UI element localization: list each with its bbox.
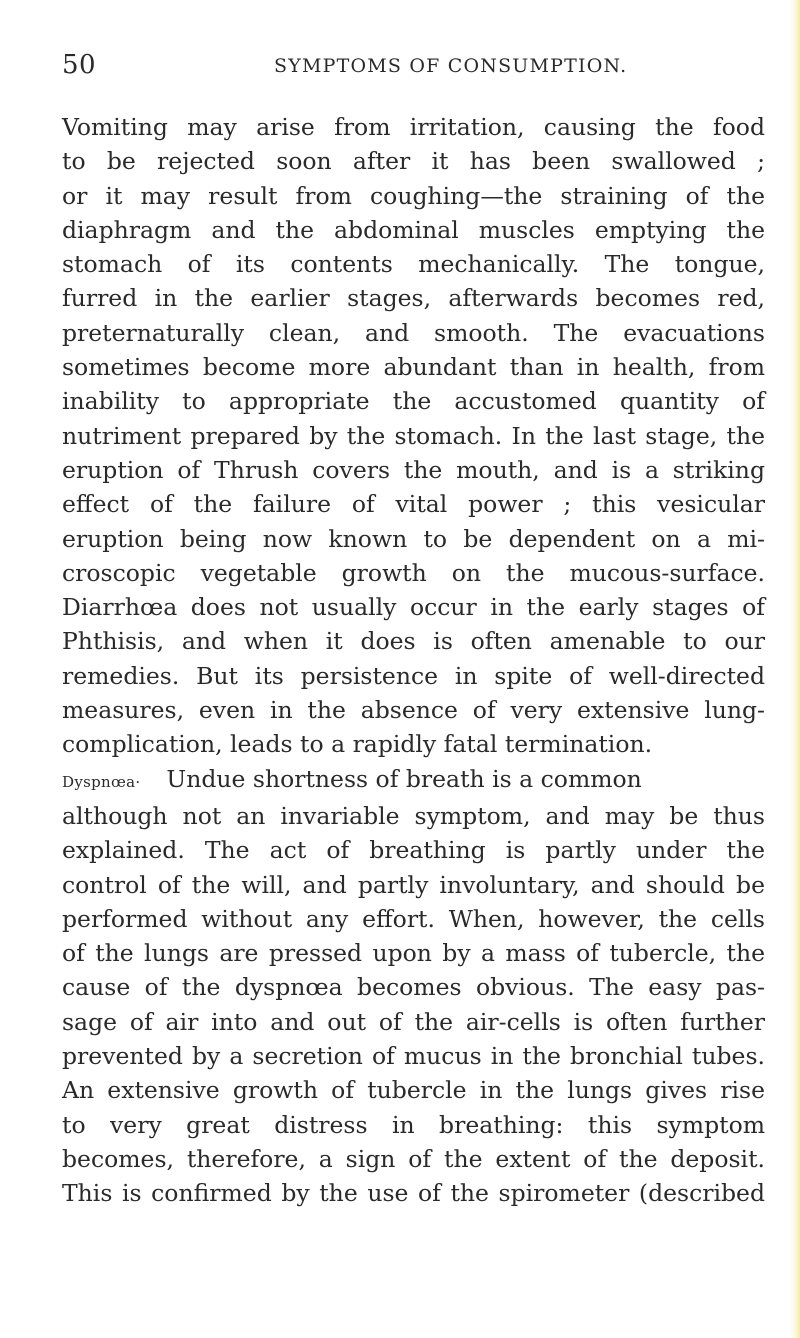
- text-line: control of the will, and partly involuntary, and should be: [62, 870, 765, 899]
- text-line: sometimes become more abundant than in health, from: [62, 353, 765, 382]
- text-line: Diarrhœa does not usually occur in the early stages of: [62, 593, 765, 622]
- running-head: [62, 50, 762, 84]
- text-line: diaphragm and the abdominal muscles emptying the: [62, 215, 765, 244]
- text-line: sage of air into and out of the air-cells is often further: [62, 1007, 765, 1036]
- text-line: eruption of Thrush covers the mouth, and is a striking: [62, 455, 765, 484]
- text-line: preternaturally clean, and smooth. The evacuations: [62, 318, 765, 347]
- text-line: to be rejected soon after it has been swallowed ;: [62, 147, 765, 176]
- text-line: croscopic vegetable growth on the mucous-surface.: [62, 558, 765, 587]
- text-line: stomach of its contents mechanically. The tongue,: [62, 250, 765, 279]
- text-line: becomes, therefore, a sign of the extent of the deposit.: [62, 1144, 765, 1173]
- text-line: furred in the earlier stages, afterwards becomes red,: [62, 284, 765, 313]
- text-line: or it may result from coughing—the straining of the: [62, 181, 765, 210]
- text-line: Vomiting may arise from irritation, causing the food: [62, 113, 765, 141]
- page-edge-discoloration: [790, 0, 800, 1338]
- text-line: complication, leads to a rapidly fatal termination.: [62, 730, 653, 759]
- dyspnoea-paragraph-start: [62, 762, 765, 799]
- page-number: 50: [62, 50, 97, 80]
- text-line: prevented by a secretion of mucus in the bronchial tubes.: [62, 1042, 765, 1071]
- text-line: although not an invariable symptom, and may be thus: [62, 801, 765, 830]
- running-title: SYMPTOMS OF CONSUMPTION.: [274, 55, 628, 77]
- text-line: performed without any effort. When, however, the cells: [62, 904, 765, 933]
- text-line: measures, even in the absence of very extensive lung-: [62, 696, 765, 725]
- sidenote-dyspnoea: Dyspnœa·: [62, 772, 141, 791]
- body-text: [62, 110, 765, 1211]
- text-line: remedies. But its persistence in spite of well-directed: [62, 661, 765, 690]
- text-line: of the lungs are pressed upon by a mass of tubercle, the: [62, 939, 765, 968]
- text-line: Undue shortness of breath is a common: [166, 764, 642, 793]
- text-line: to very great distress in breathing: this symptom: [62, 1110, 765, 1139]
- text-line: eruption being now known to be dependent on a mi-: [62, 524, 765, 553]
- text-line: cause of the dyspnœa becomes obvious. The easy pas-: [62, 973, 765, 1002]
- text-line: An extensive growth of tubercle in the lungs gives rise: [62, 1076, 765, 1105]
- text-line: inability to appropriate the accustomed quantity of: [62, 387, 765, 416]
- text-line: explained. The act of breathing is partly under the: [62, 836, 765, 865]
- text-line: effect of the failure of vital power ; this vesicular: [62, 490, 765, 519]
- text-line: nutriment prepared by the stomach. In the last stage, the: [62, 421, 765, 450]
- text-line: Phthisis, and when it does is often amenable to our: [62, 627, 765, 656]
- text-line: This is confirmed by the use of the spirometer (described: [62, 1179, 765, 1208]
